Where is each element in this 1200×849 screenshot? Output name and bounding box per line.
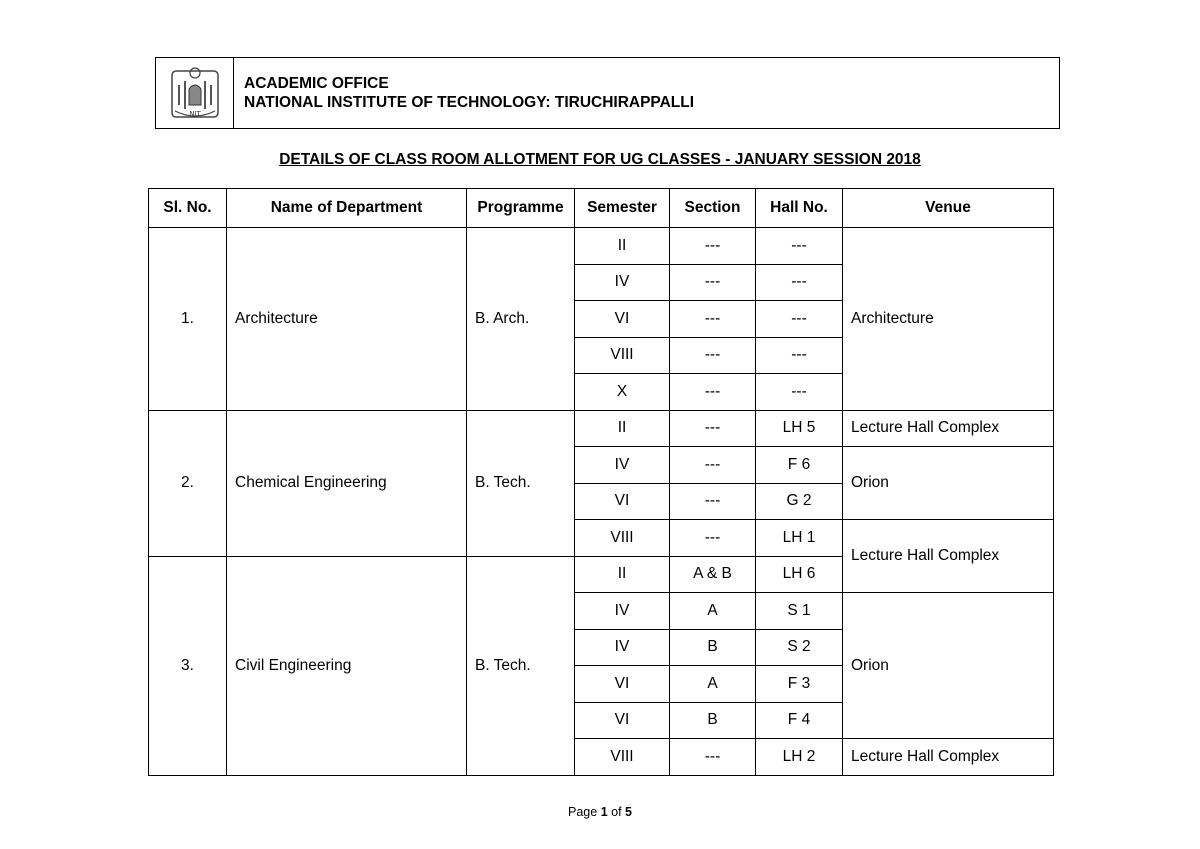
- section: ---: [670, 374, 756, 411]
- serial-number: 2.: [149, 410, 227, 556]
- section: ---: [670, 447, 756, 484]
- section: ---: [670, 410, 756, 447]
- hall-number: F 6: [756, 447, 843, 484]
- col-header: Semester: [575, 189, 670, 228]
- section: A: [670, 593, 756, 630]
- semester: VIII: [575, 739, 670, 776]
- hall-number: ---: [756, 228, 843, 265]
- col-header: Venue: [843, 189, 1054, 228]
- venue: Lecture Hall Complex: [843, 410, 1054, 447]
- hall-number: ---: [756, 374, 843, 411]
- semester: VI: [575, 483, 670, 520]
- section: A: [670, 666, 756, 703]
- semester: II: [575, 228, 670, 265]
- semester: IV: [575, 593, 670, 630]
- venue: Lecture Hall Complex: [843, 520, 1054, 593]
- office-name: [234, 58, 694, 128]
- semester: VIII: [575, 337, 670, 374]
- section: B: [670, 702, 756, 739]
- department-name: Chemical Engineering: [227, 410, 467, 556]
- hall-number: ---: [756, 337, 843, 374]
- office-header: [155, 57, 1060, 129]
- logo-cell: [156, 58, 234, 128]
- page-current: 1: [600, 805, 608, 819]
- venue: Orion: [843, 447, 1054, 520]
- table-row: [149, 228, 1054, 265]
- col-header: Section: [670, 189, 756, 228]
- nit-emblem-icon: [169, 65, 221, 121]
- hall-number: F 4: [756, 702, 843, 739]
- table-header-row: [149, 189, 1054, 228]
- semester: II: [575, 410, 670, 447]
- section: B: [670, 629, 756, 666]
- hall-number: LH 1: [756, 520, 843, 557]
- hall-number: LH 5: [756, 410, 843, 447]
- venue: Lecture Hall Complex: [843, 739, 1054, 776]
- page-number: [0, 805, 1200, 819]
- programme: B. Tech.: [467, 410, 575, 556]
- programme: B. Tech.: [467, 556, 575, 775]
- table-row: [149, 410, 1054, 447]
- section: ---: [670, 739, 756, 776]
- hall-number: ---: [756, 264, 843, 301]
- serial-number: 3.: [149, 556, 227, 775]
- department-name: Architecture: [227, 228, 467, 411]
- hall-number: ---: [756, 301, 843, 338]
- svg-text:NIT: NIT: [188, 110, 201, 118]
- allotment-table: [148, 188, 1054, 776]
- page-total: 5: [625, 805, 632, 819]
- document-title: DETAILS OF CLASS ROOM ALLOTMENT FOR UG CLASSES - JANUARY SESSION 2018: [279, 151, 921, 168]
- semester: VI: [575, 666, 670, 703]
- col-header: Name of Department: [227, 189, 467, 228]
- section: ---: [670, 264, 756, 301]
- hall-number: LH 2: [756, 739, 843, 776]
- semester: IV: [575, 629, 670, 666]
- semester: VIII: [575, 520, 670, 557]
- semester: X: [575, 374, 670, 411]
- semester: II: [575, 556, 670, 593]
- programme: B. Arch.: [467, 228, 575, 411]
- venue: Orion: [843, 593, 1054, 739]
- col-header: Hall No.: [756, 189, 843, 228]
- hall-number: LH 6: [756, 556, 843, 593]
- page-word: Page: [568, 805, 598, 819]
- semester: VI: [575, 301, 670, 338]
- semester: IV: [575, 264, 670, 301]
- serial-number: 1.: [149, 228, 227, 411]
- hall-number: S 2: [756, 629, 843, 666]
- section: ---: [670, 301, 756, 338]
- institute-name: NATIONAL INSTITUTE OF TECHNOLOGY: TIRUCHIRAPPALLI: [244, 94, 695, 111]
- section: ---: [670, 228, 756, 265]
- venue: Architecture: [843, 228, 1054, 411]
- office-line-1: ACADEMIC OFFICE: [244, 75, 389, 92]
- hall-number: F 3: [756, 666, 843, 703]
- section: ---: [670, 337, 756, 374]
- semester: IV: [575, 447, 670, 484]
- hall-number: G 2: [756, 483, 843, 520]
- section: A & B: [670, 556, 756, 593]
- page-of: of: [611, 805, 622, 819]
- semester: VI: [575, 702, 670, 739]
- col-header: Sl. No.: [149, 189, 227, 228]
- section: ---: [670, 483, 756, 520]
- hall-number: S 1: [756, 593, 843, 630]
- department-name: Civil Engineering: [227, 556, 467, 775]
- section: ---: [670, 520, 756, 557]
- col-header: Programme: [467, 189, 575, 228]
